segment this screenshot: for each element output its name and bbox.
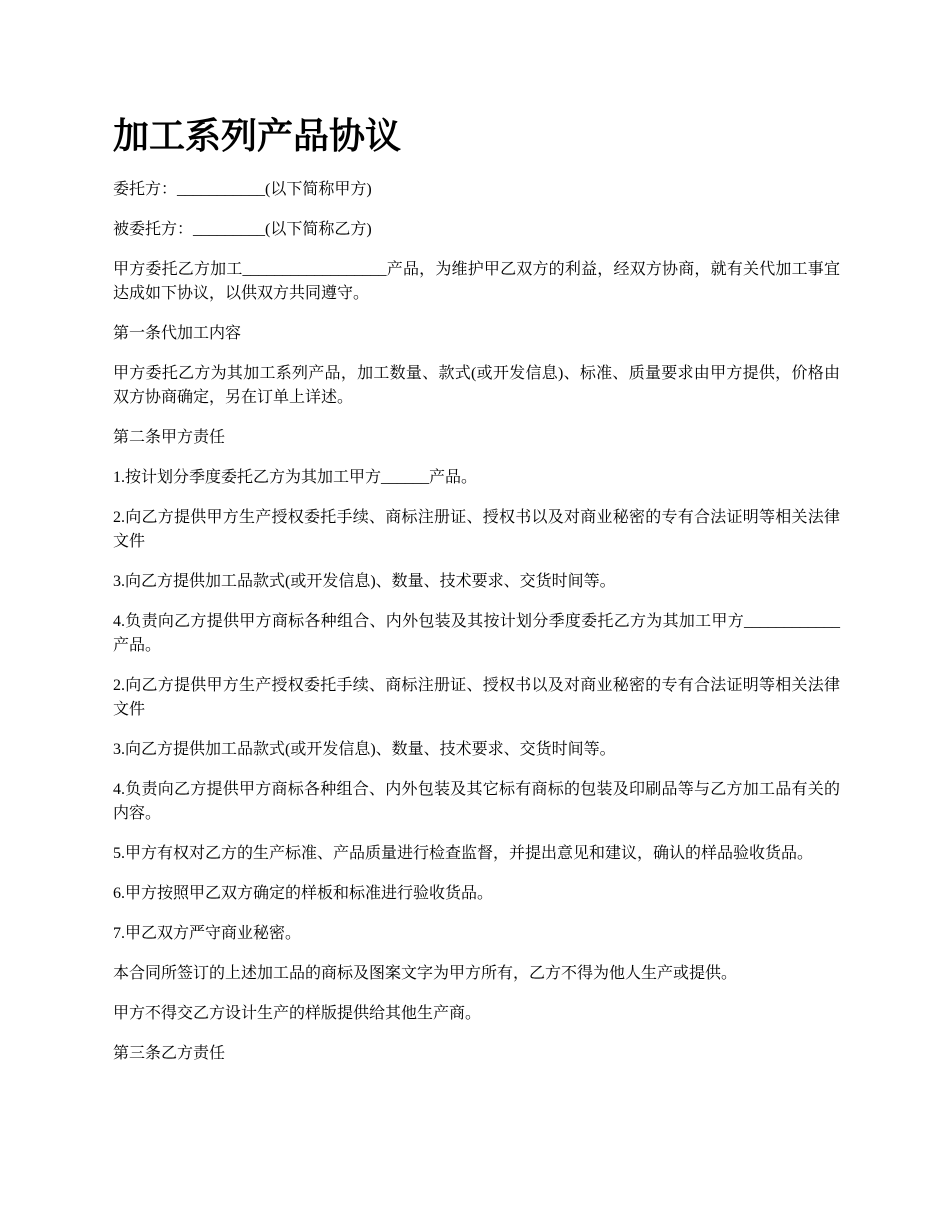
document-body <box>113 178 840 1082</box>
section-1-paragraph: 甲方委托乙方为其加工系列产品，加工数量、款式(或开发信息)、标准、质量要求由甲方提供，价格由双方协商确定，另在订单上详述。 <box>113 365 840 406</box>
preamble-paragraph: 甲方委托乙方加工__________________产品，为维护甲乙双方的利益，经双方协商，就有关代加工事宜达成如下协议，以供双方共同遵守。 <box>113 261 840 302</box>
clause-item: 4.负责向乙方提供甲方商标各种组合、内外包装及其按计划分季度委托乙方为其加工甲方____________产品。 <box>113 613 840 654</box>
section-heading-2: 第二条甲方责任 <box>113 429 226 446</box>
party-b-line: 被委托方：_________(以下简称乙方) <box>113 221 372 238</box>
clause-item: 3.向乙方提供加工品款式(或开发信息)、数量、技术要求、交货时间等。 <box>113 573 616 590</box>
clause-item: 6.甲方按照甲乙双方确定的样板和标准进行验收货品。 <box>113 885 494 902</box>
section-heading-1: 第一条代加工内容 <box>113 325 242 342</box>
party-a-line: 委托方：___________(以下简称甲方) <box>113 181 372 198</box>
document-title: 加工系列产品协议 <box>113 115 402 157</box>
clause-item: 3.向乙方提供加工品款式(或开发信息)、数量、技术要求、交货时间等。 <box>113 741 616 758</box>
body-paragraph: 甲方不得交乙方设计生产的样版提供给其他生产商。 <box>113 1005 482 1022</box>
clause-item: 2.向乙方提供甲方生产授权委托手续、商标注册证、授权书以及对商业秘密的专有合法证明等相关法律文件 <box>113 509 840 550</box>
clause-item: 2.向乙方提供甲方生产授权委托手续、商标注册证、授权书以及对商业秘密的专有合法证明等相关法律文件 <box>113 677 840 718</box>
clause-item: 5.甲方有权对乙方的生产标准、产品质量进行检查监督，并提出意见和建议，确认的样品验收货品。 <box>113 845 814 862</box>
clause-item: 1.按计划分季度委托乙方为其加工甲方______产品。 <box>113 469 478 486</box>
section-heading-3: 第三条乙方责任 <box>113 1045 226 1062</box>
clause-item: 7.甲乙双方严守商业秘密。 <box>113 925 302 942</box>
clause-item: 4.负责向乙方提供甲方商标各种组合、内外包装及其它标有商标的包装及印刷品等与乙方加工品有关的内容。 <box>113 781 840 822</box>
body-paragraph: 本合同所签订的上述加工品的商标及图案文字为甲方所有，乙方不得为他人生产或提供。 <box>113 965 738 982</box>
